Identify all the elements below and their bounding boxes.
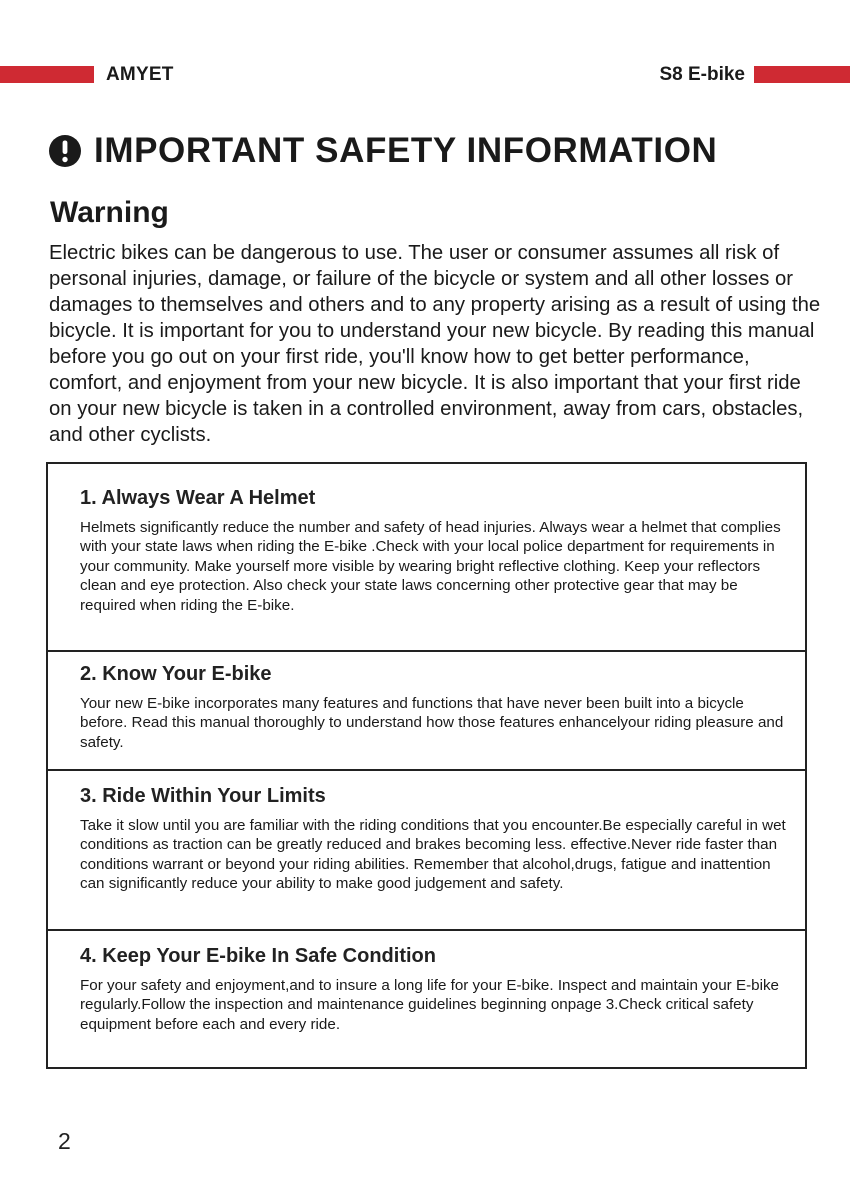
section-title: 2. Know Your E-bike bbox=[80, 663, 272, 685]
safety-section-limits bbox=[46, 770, 807, 931]
section-title: 4. Keep Your E-bike In Safe Condition bbox=[80, 945, 436, 967]
page-title: IMPORTANT SAFETY INFORMATION bbox=[94, 131, 718, 170]
safety-section-condition bbox=[46, 930, 807, 1069]
section-text: For your safety and enjoyment,and to insure a long life for your E-bike. Inspect and maintain your E-bike regularly.Follow the inspection and maintenance guidelines beginning onpage 3.Check critical safety equipment before each and every ride. bbox=[80, 977, 779, 1033]
section-text: Your new E-bike incorporates many features and functions that have never been built into a bicycle before. Read this manual thoroughly to understand how those features enhancelyour riding pleasure and safety. bbox=[80, 695, 784, 751]
exclamation-circle-icon bbox=[48, 134, 82, 168]
warning-paragraph: Electric bikes can be dangerous to use. The user or consumer assumes all risk of personal injuries, damage, or failure of the bicycle or system and all other losses or damages to themselves and others and to any property arising as a result of using the bicycle. It is important for you to understand your new bicycle. By reading this manual before you go out on your first ride, you'll know how to get better performance, comfort, and enjoyment from your new bicycle. It is also important that your first ride on your new bicycle is taken in a controlled environment, away from cars, obstacles, and other cyclists. bbox=[49, 242, 821, 446]
page-number: 2 bbox=[58, 1128, 71, 1154]
safety-section-know-ebike bbox=[46, 648, 807, 771]
section-title: 1. Always Wear A Helmet bbox=[80, 487, 316, 509]
page-title-row bbox=[48, 131, 717, 171]
header-accent-bar-left bbox=[0, 66, 94, 83]
section-text: Take it slow until you are familiar with the riding conditions that you encounter.Be especially careful in wet conditions as traction can be greatly reduced and brakes becoming less. effective.Never ride faster than conditions warrant or beyond your riding abilities. Remember that alcohol,drugs, fatigue and inattention can significantly reduce your ability to make good judgement and safety. bbox=[80, 817, 786, 893]
safety-section-helmet bbox=[46, 462, 807, 652]
header-accent-bar-right bbox=[754, 66, 850, 83]
model-name: S8 E-bike bbox=[659, 64, 745, 85]
brand-name: AMYET bbox=[106, 64, 174, 85]
section-text: Helmets significantly reduce the number and safety of head injuries. Always wear a helmet that complies with your state laws when riding the E-bike .Check with your local police department for requirements in your community. Make yourself more visible by wearing bright reflective clothing. Keep your reflectors clean and eye protection. Also check your state laws concerning other protective gear that may be required when riding the E-bike. bbox=[80, 519, 781, 614]
warning-heading: Warning bbox=[50, 196, 169, 229]
section-title: 3. Ride Within Your Limits bbox=[80, 785, 326, 807]
